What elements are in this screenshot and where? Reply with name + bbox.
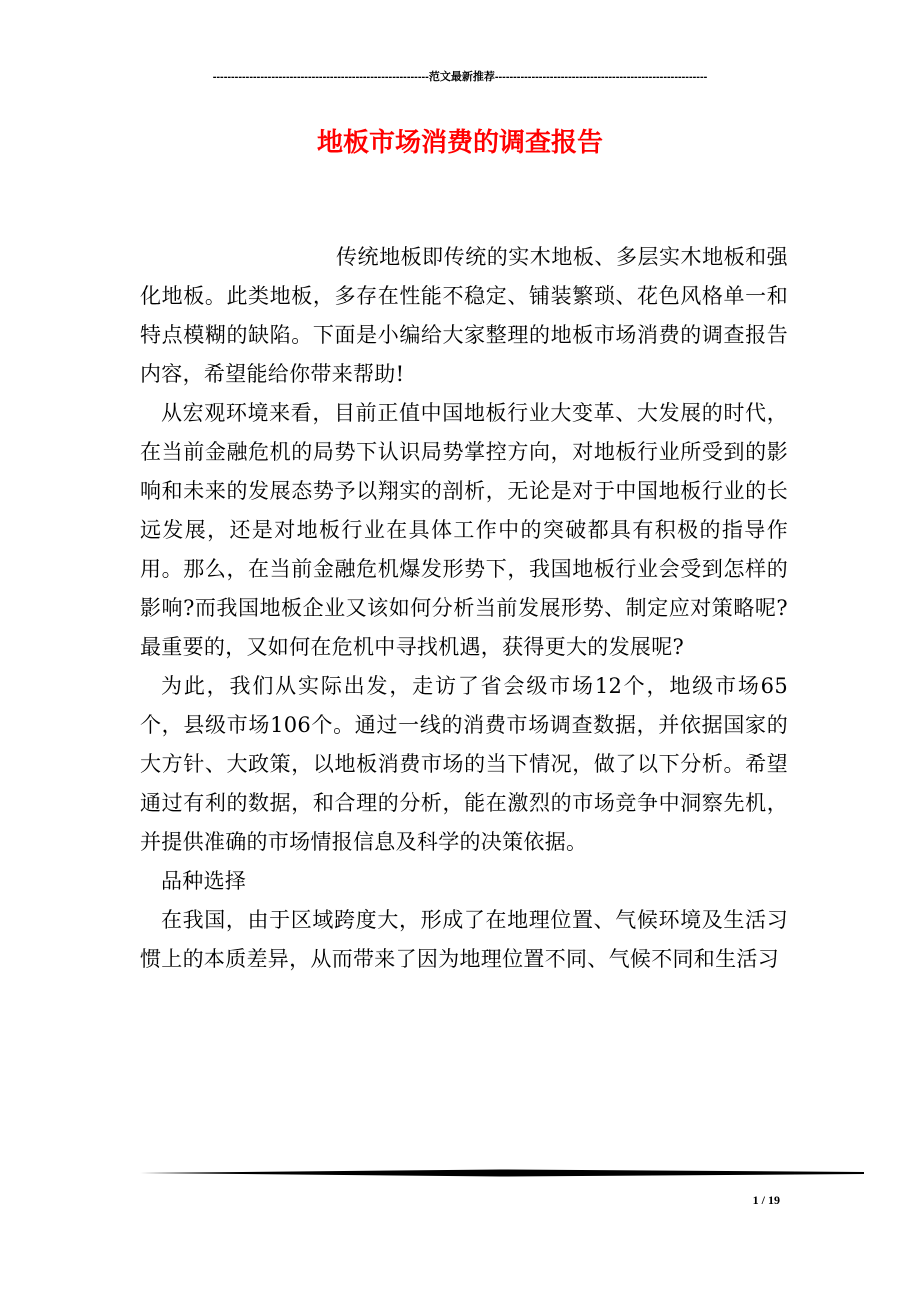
header-right-dashes: ----------------------------------------------------------: [494, 71, 708, 83]
page-number: 1 / 19: [752, 1193, 780, 1207]
footer-rule: [140, 1168, 864, 1178]
header-left-dashes: -----------------------------------------------------------: [212, 71, 429, 83]
paragraph-macro-environment: 从宏观环境来看，目前正值中国地板行业大变革、大发展的时代，在当前金融危机的局势下认识局势掌控方向，对地板行业所受到的影响和未来的发展态势予以翔实的剖析，无论是对于中国地板行业的长远发展，还是对地板行业在具体工作中的突破都具有积极的指导作用。那么，在当前金融危机爆发形势下，我国地板行业会受到怎样的影响?而我国地板企业又该如何分析当前发展形势、制定应对策略呢?最重要的，又如何在危机中寻找机遇，获得更大的发展呢?: [140, 401, 788, 659]
header-banner: [140, 68, 780, 84]
document-body: [140, 238, 788, 979]
document-title: 地板市场消费的调查报告: [316, 128, 603, 158]
section-heading-variety: 品种选择: [161, 869, 247, 893]
header-label: 范文最新推荐: [428, 71, 495, 83]
paragraph-intro: 传统地板即传统的实木地板、多层实木地板和强化地板。此类地板，多存在性能不稳定、铺装繁琐、花色风格单一和特点模糊的缺陷。下面是小编给大家整理的地板市场消费的调查报告内容，希望能给你带来帮助!: [140, 245, 788, 386]
paragraph-regional: 在我国，由于区域跨度大，形成了在地理位置、气候环境及生活习惯上的本质差异，从而带来了因为地理位置不同、气候不同和生活习: [140, 908, 788, 971]
paragraph-survey: 为此，我们从实际出发，走访了省会级市场12个，地级市场65个，县级市场106个。通过一线的消费市场调查数据，并依据国家的大方针、大政策，以地板消费市场的当下情况，做了以下分析。希望通过有利的数据，和合理的分析，能在激烈的市场竞争中洞察先机，并提供准确的市场情报信息及科学的决策依据。: [140, 674, 788, 854]
